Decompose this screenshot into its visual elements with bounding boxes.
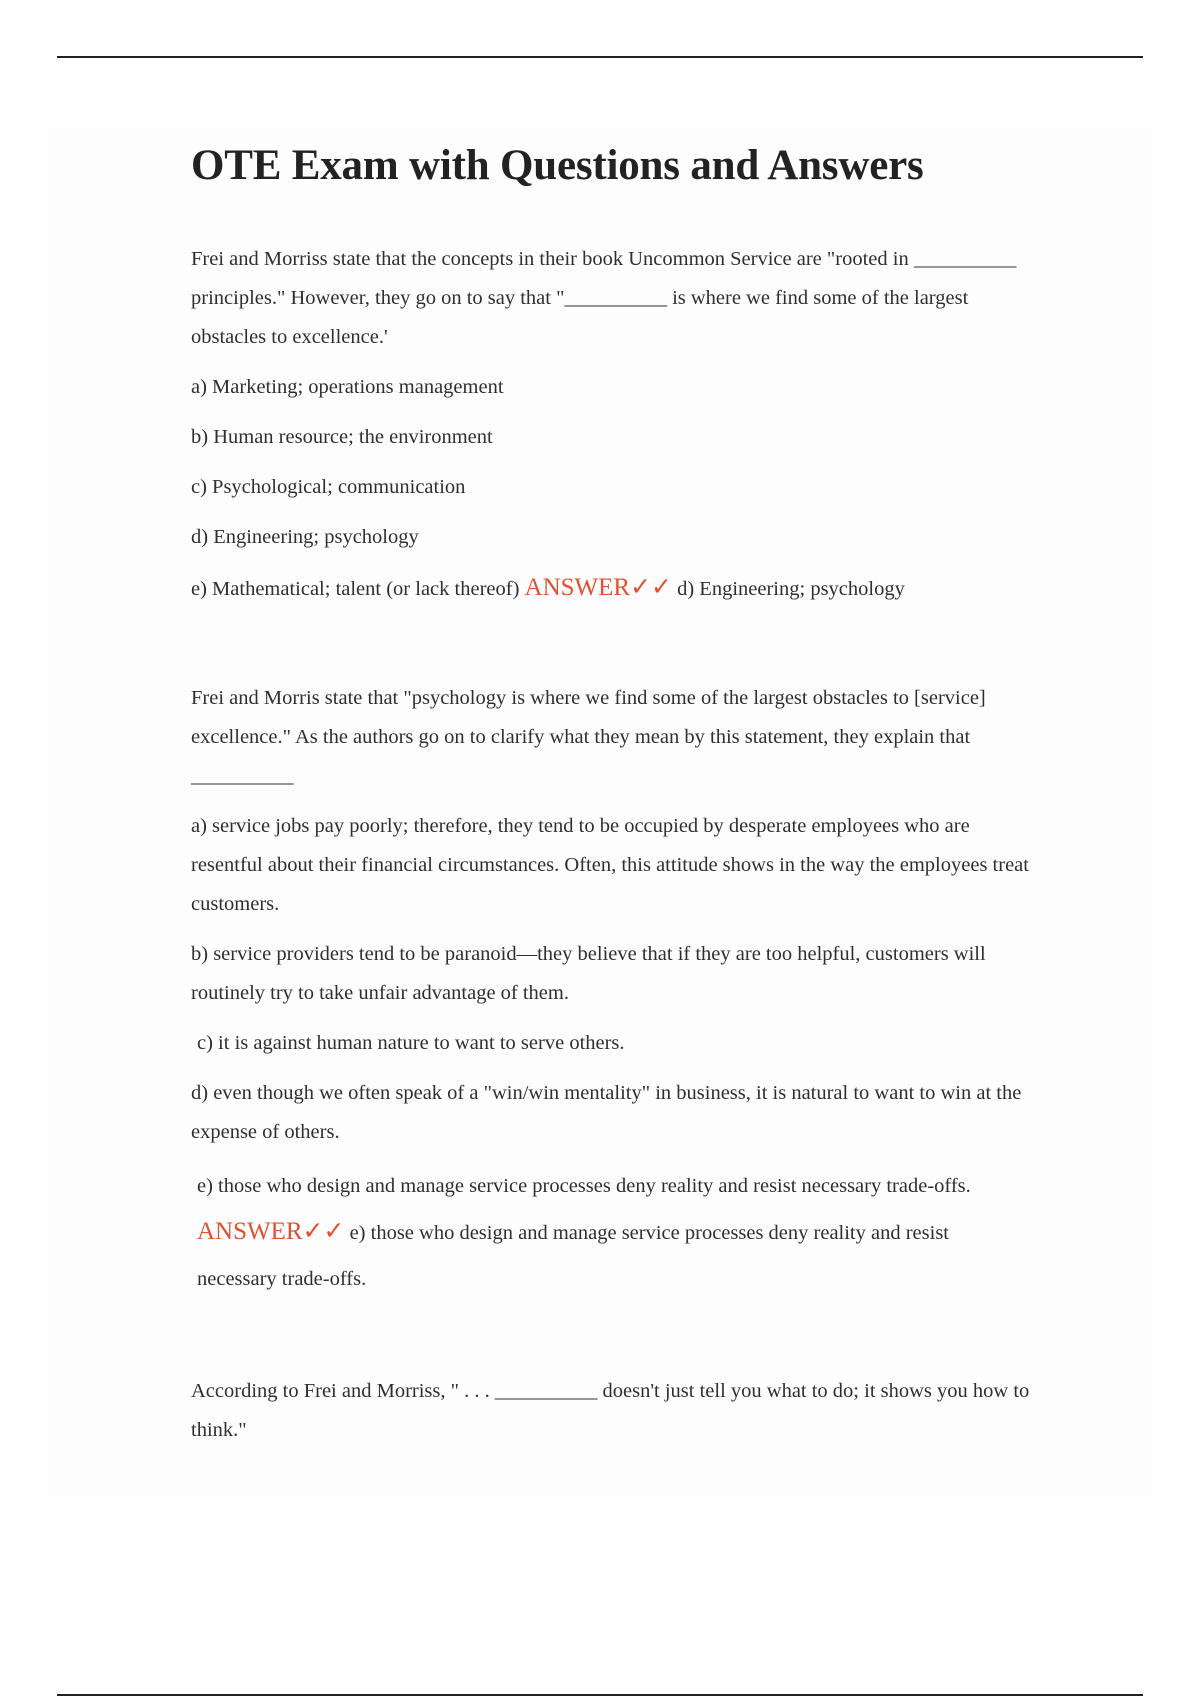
option-e: e) Mathematical; talent (or lack thereof) (191, 578, 520, 600)
option-e-with-answer (191, 568, 1031, 609)
option-d: d) Engineering; psychology (191, 526, 419, 548)
option-e: e) those who design and manage service processes deny reality and resist necessary trade-offs. (197, 1175, 971, 1197)
option-c: c) it is against human nature to want to serve others. (197, 1032, 625, 1054)
header-rule (57, 56, 1143, 58)
question-3 (191, 1372, 1031, 1450)
answer-text: e) those who design and manage service processes deny reality and resist necessary trade-offs. (197, 1222, 950, 1290)
answer-text: d) Engineering; psychology (677, 578, 905, 600)
document-title: OTE Exam with Questions and Answers (191, 142, 924, 189)
option-e-with-answer (191, 1163, 1031, 1302)
document-content (191, 140, 1031, 1461)
option-c: c) Psychological; communication (191, 476, 466, 498)
question-2 (191, 679, 1031, 1302)
option-d: d) even though we often speak of a "win/win mentality" in business, it is natural to want to win at the expense of others. (191, 1082, 1022, 1143)
option-a: a) service jobs pay poorly; therefore, they tend to be occupied by desperate employees who are resentful about their financial circumstances. Often, this attitude shows in the way the employees treat customers. (191, 815, 1029, 915)
option-b: b) Human resource; the environment (191, 426, 493, 448)
footer-rule (57, 1694, 1143, 1696)
answer-label: ANSWER✓✓ (524, 574, 672, 601)
option-a: a) Marketing; operations management (191, 376, 504, 398)
option-b: b) service providers tend to be paranoid—they believe that if they are too helpful, customers will routinely try to take unfair advantage of them. (191, 943, 986, 1004)
question-1 (191, 240, 1031, 609)
answer-label: ANSWER✓✓ (197, 1218, 345, 1245)
question-text: According to Frei and Morriss, " . . . __________ doesn't just tell you what to do; it shows you how to think." (191, 1380, 1030, 1441)
question-text: Frei and Morris state that "psychology is where we find some of the largest obstacles to [service] excellence." As the authors go on to clarify what they mean by this statement, they explain that __________ (191, 687, 986, 787)
question-text: Frei and Morriss state that the concepts in their book Uncommon Service are "rooted in __________ principles." However, they go on to say that "__________ is where we find some of the largest obstacles to excellence.' (191, 248, 1017, 348)
